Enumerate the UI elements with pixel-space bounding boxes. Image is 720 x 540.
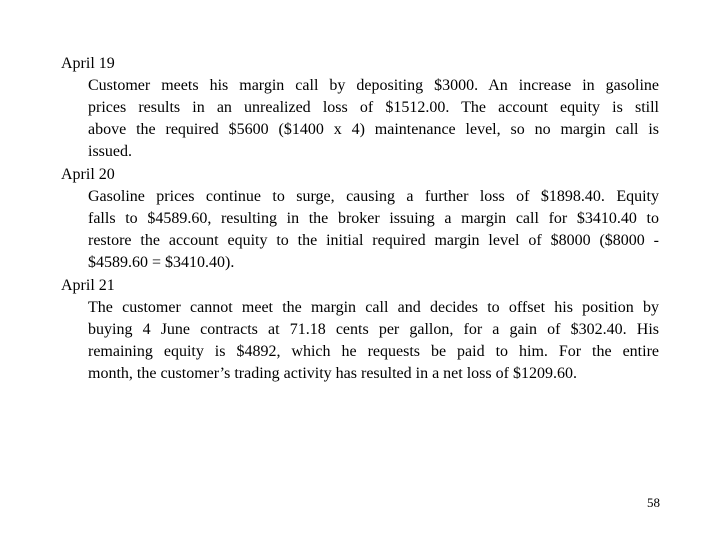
entry-text-april-20 — [88, 186, 659, 274]
text-line: Customer meets his margin call by depositing $3000. An increase in gasoline — [88, 77, 659, 94]
entry-date-april-21: April 21 — [61, 277, 115, 294]
text-line: falls to $4589.60, resulting in the broker issuing a margin call for $3410.40 to — [88, 210, 659, 227]
entry-date-april-19: April 19 — [61, 55, 115, 72]
text-line: restore the account equity to the initial required margin level of $8000 ($8000 - — [88, 232, 659, 249]
text-line: month, the customer’s trading activity has resulted in a net loss of $1209.60. — [88, 365, 577, 382]
text-line: issued. — [88, 143, 132, 160]
entry-date-april-20: April 20 — [61, 166, 115, 183]
entry-text-april-19 — [88, 75, 659, 163]
text-line: Gasoline prices continue to surge, causing a further loss of $1898.40. Equity — [88, 188, 659, 205]
text-line: The customer cannot meet the margin call and decides to offset his position by — [88, 299, 659, 316]
text-line: above the required $5600 ($1400 x 4) maintenance level, so no margin call is — [88, 121, 659, 138]
text-line: remaining equity is $4892, which he requests be paid to him. For the entire — [88, 343, 659, 360]
entry-text-april-21 — [88, 297, 659, 385]
text-line: buying 4 June contracts at 71.18 cents per gallon, for a gain of $302.40. His — [88, 321, 659, 338]
page-number: 58 — [647, 495, 660, 510]
text-line: $4589.60 = $3410.40). — [88, 254, 235, 271]
text-line: prices results in an unrealized loss of $1512.00. The account equity is still — [88, 99, 659, 116]
slide-body — [61, 52, 659, 385]
